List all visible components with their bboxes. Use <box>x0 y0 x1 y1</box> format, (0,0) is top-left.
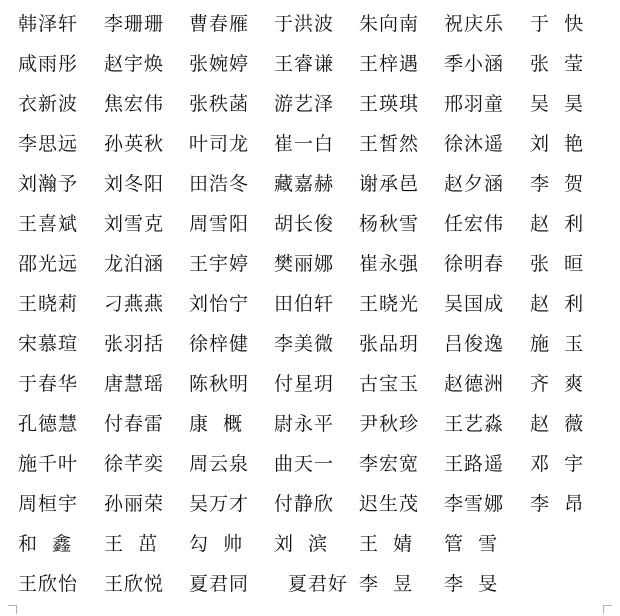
student-name: 于洪波 <box>274 13 335 35</box>
student-name: 王晓光 <box>359 293 420 315</box>
student-name: 康 概 <box>189 413 244 435</box>
student-name: 刁燕燕 <box>104 293 165 315</box>
student-name: 夏君同 <box>189 573 250 595</box>
name-row <box>0 364 620 404</box>
student-name: 王艺淼 <box>444 413 505 435</box>
student-name: 张 晅 <box>530 253 585 275</box>
name-row <box>0 204 620 244</box>
student-name: 游艺泽 <box>274 93 335 115</box>
student-name: 王欣悦 <box>104 573 165 595</box>
student-name: 徐沐遥 <box>444 133 505 155</box>
student-name: 李 贺 <box>530 173 585 195</box>
student-name: 王瑛琪 <box>359 93 420 115</box>
student-name: 王 茁 <box>104 533 159 555</box>
student-name: 唐慧瑶 <box>104 373 165 395</box>
student-name: 刘怡宁 <box>189 293 250 315</box>
student-name: 朱向南 <box>359 13 420 35</box>
student-name: 藏嘉赫 <box>274 173 335 195</box>
student-name: 邢羽童 <box>444 93 505 115</box>
name-row <box>0 244 620 284</box>
student-name: 张品玥 <box>359 333 420 355</box>
student-name: 任宏伟 <box>444 213 505 235</box>
student-name: 李宏宽 <box>359 453 420 475</box>
student-name: 吕俊逸 <box>444 333 505 355</box>
student-name: 李雪娜 <box>444 493 505 515</box>
student-name: 尉永平 <box>274 413 335 435</box>
student-name: 韩泽轩 <box>18 13 79 35</box>
student-name: 孔德慧 <box>18 413 79 435</box>
student-name: 勾 帅 <box>189 533 244 555</box>
student-name: 尹秋珍 <box>359 413 420 435</box>
student-name: 李思远 <box>18 133 79 155</box>
student-name: 李 昱 <box>359 573 414 595</box>
student-name: 王皙然 <box>359 133 420 155</box>
student-name: 龙泊涵 <box>104 253 165 275</box>
student-name: 张秩菡 <box>189 93 250 115</box>
student-name: 刘 滨 <box>274 533 329 555</box>
student-name: 周雪阳 <box>189 213 250 235</box>
student-name: 赵宇焕 <box>104 53 165 75</box>
student-name: 于春华 <box>18 373 79 395</box>
name-row <box>0 484 620 524</box>
student-name: 迟生茂 <box>359 493 420 515</box>
student-name: 王宇婷 <box>189 253 250 275</box>
student-name: 王路遥 <box>444 453 505 475</box>
student-name: 付静欣 <box>274 493 335 515</box>
student-name: 祝庆乐 <box>444 13 505 35</box>
student-name: 赵 利 <box>530 213 585 235</box>
name-row <box>0 404 620 444</box>
student-name: 张 莹 <box>530 53 585 75</box>
name-row <box>0 84 620 124</box>
student-name: 王欣怡 <box>18 573 79 595</box>
student-name: 谢承邑 <box>359 173 420 195</box>
student-name: 吴万才 <box>189 493 250 515</box>
student-name: 王梓遇 <box>359 53 420 75</box>
student-name: 施 玉 <box>530 333 585 355</box>
student-name: 吴 昊 <box>530 93 585 115</box>
student-name: 付星玥 <box>274 373 335 395</box>
student-name: 胡长俊 <box>274 213 335 235</box>
student-name: 周桓宇 <box>18 493 79 515</box>
student-name: 李 旻 <box>444 573 499 595</box>
page-corner-mark-right <box>603 605 612 614</box>
student-name: 田伯轩 <box>274 293 335 315</box>
student-name: 刘 艳 <box>530 133 585 155</box>
student-name: 刘瀚予 <box>18 173 79 195</box>
student-name: 邓 宇 <box>530 453 585 475</box>
student-name: 李 昂 <box>530 493 585 515</box>
student-name: 徐梓健 <box>189 333 250 355</box>
student-name: 季小涵 <box>444 53 505 75</box>
student-name: 赵德洲 <box>444 373 505 395</box>
student-name: 杨秋雪 <box>359 213 420 235</box>
name-row <box>0 564 620 604</box>
student-name: 王喜斌 <box>18 213 79 235</box>
student-name: 邵光远 <box>18 253 79 275</box>
student-name: 曲天一 <box>274 453 335 475</box>
student-name: 施千叶 <box>18 453 79 475</box>
student-name: 叶司龙 <box>189 133 250 155</box>
student-name: 焦宏伟 <box>104 93 165 115</box>
student-name: 古宝玉 <box>359 373 420 395</box>
student-name: 衣新波 <box>18 93 79 115</box>
student-name: 田浩冬 <box>189 173 250 195</box>
name-row <box>0 444 620 484</box>
student-name: 孙英秋 <box>104 133 165 155</box>
student-name: 徐明春 <box>444 253 505 275</box>
student-name: 李珊珊 <box>104 13 165 35</box>
student-name: 赵 利 <box>530 293 585 315</box>
student-name: 徐芊奕 <box>104 453 165 475</box>
student-name: 夏君好 <box>288 573 349 595</box>
student-name: 管 雪 <box>444 533 499 555</box>
student-name: 崔一白 <box>274 133 335 155</box>
student-name: 和 鑫 <box>18 533 73 555</box>
name-row <box>0 164 620 204</box>
student-name: 于 快 <box>530 13 585 35</box>
student-name: 刘雪克 <box>104 213 165 235</box>
student-name: 樊丽娜 <box>274 253 335 275</box>
student-name: 孙丽荣 <box>104 493 165 515</box>
student-name: 王 婧 <box>359 533 414 555</box>
student-name: 赵夕涵 <box>444 173 505 195</box>
page-corner-mark-left <box>8 605 17 614</box>
name-row <box>0 524 620 564</box>
student-name: 张婉婷 <box>189 53 250 75</box>
student-name: 周云泉 <box>189 453 250 475</box>
student-name: 付春雷 <box>104 413 165 435</box>
name-row <box>0 44 620 84</box>
student-name: 王睿谦 <box>274 53 335 75</box>
student-name: 王晓莉 <box>18 293 79 315</box>
student-name: 张羽括 <box>104 333 165 355</box>
name-row <box>0 284 620 324</box>
student-name: 齐 爽 <box>530 373 585 395</box>
name-row <box>0 124 620 164</box>
student-name: 赵 薇 <box>530 413 585 435</box>
student-name: 曹春雁 <box>189 13 250 35</box>
student-name: 崔永强 <box>359 253 420 275</box>
name-row <box>0 324 620 364</box>
name-row <box>0 4 620 44</box>
student-name: 陈秋明 <box>189 373 250 395</box>
student-name: 宋慕瑄 <box>18 333 79 355</box>
student-name: 李美微 <box>274 333 335 355</box>
student-name: 刘冬阳 <box>104 173 165 195</box>
student-name: 吴国成 <box>444 293 505 315</box>
student-name: 咸雨彤 <box>18 53 79 75</box>
